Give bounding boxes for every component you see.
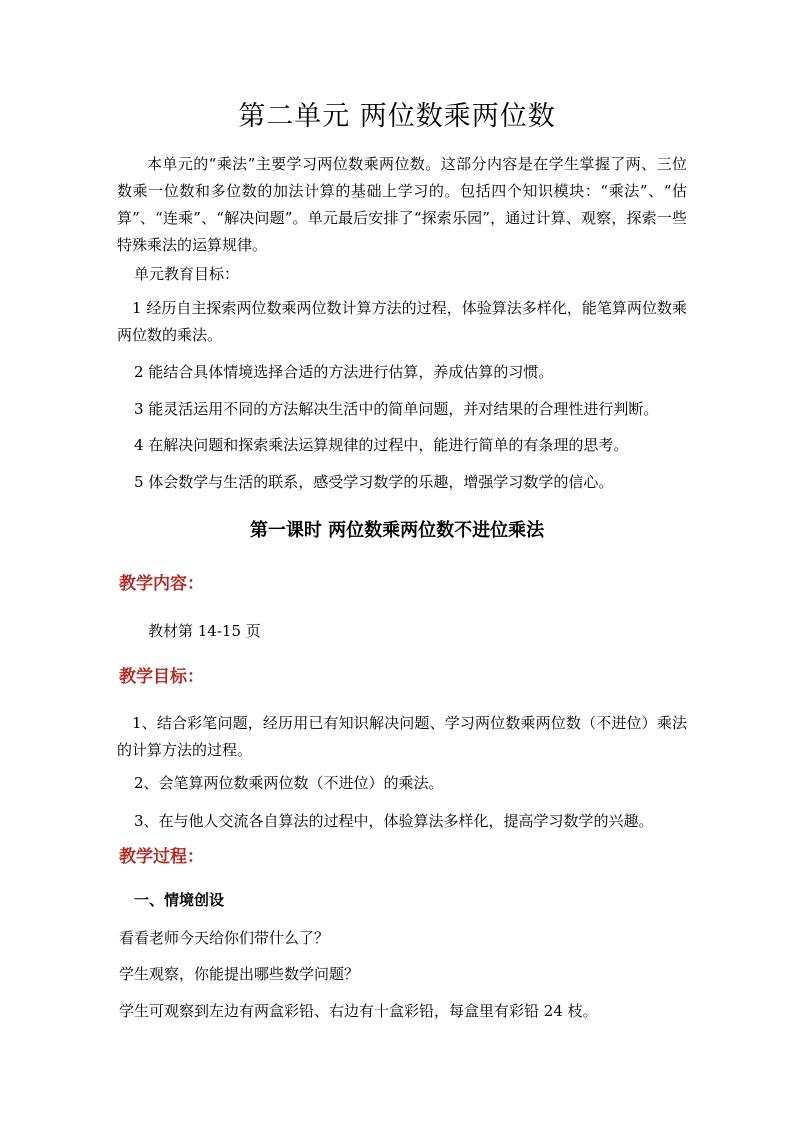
teaching-goal-item: 2、会笔算两位数乘两位数（不进位）的乘法。: [134, 774, 444, 792]
unit-goal-item: 1 经历自主探索两位数乘两位数计算方法的过程，体验算法多样化，能笔算两位数乘两位数的乘法。: [117, 299, 687, 344]
lesson-title: 第一课时 两位数乘两位数不进位乘法: [249, 520, 545, 541]
teaching-goal-item: 3、在与他人交流各自算法的过程中，体验算法多样化，提高学习数学的兴趣。: [134, 812, 654, 830]
process-line: 学生可观察到左边有两盒彩铅、右边有十盒彩铅，每盒里有彩铅 24 枝。: [119, 1002, 598, 1020]
process-line: 学生观察，你能提出哪些数学问题？: [119, 965, 360, 983]
unit-goal-item: 2 能结合具体情境选择合适的方法进行估算，养成估算的习惯。: [134, 363, 554, 381]
process-line: 看看老师今天给你们带什么了？: [119, 929, 330, 947]
unit-title: 第二单元 两位数乘两位数: [238, 101, 556, 132]
teaching-goal-item: 1、结合彩笔问题，经历用已有知识解决问题、学习两位数乘两位数（不进位）乘法的计算方法的过程。: [117, 714, 687, 759]
section-one-heading: 一、情境创设: [134, 891, 225, 909]
unit-goal-item: 5 体会数学与生活的联系，感受学习数学的乐趣，增强学习数学的信心。: [134, 473, 614, 491]
unit-goals-label: 单元教育目标：: [134, 265, 240, 283]
unit-goal-item: 4 在解决问题和探索乘法运算规律的过程中，能进行简单的有条理的思考。: [134, 436, 629, 454]
teaching-goals-heading: 教学目标：: [119, 667, 204, 687]
teaching-process-heading: 教学过程：: [119, 847, 204, 867]
teaching-content-heading: 教学内容：: [119, 574, 204, 594]
teaching-content-text: 教材第 14-15 页: [148, 622, 261, 640]
intro-paragraph: 本单元的“乘法”主要学习两位数乘两位数。这部分内容是在学生掌握了两、三位数乘一位数和多位数的加法计算的基础上学习的。包括四个知识模块：“乘法”、“估算”、“连乘”、“解决问题”。单元最后安排了“探索乐园”，通过计算、观察，探索一些特殊乘法的运算规律。: [117, 155, 687, 254]
unit-goal-item: 3 能灵活运用不同的方法解决生活中的简单问题，并对结果的合理性进行判断。: [134, 400, 659, 418]
